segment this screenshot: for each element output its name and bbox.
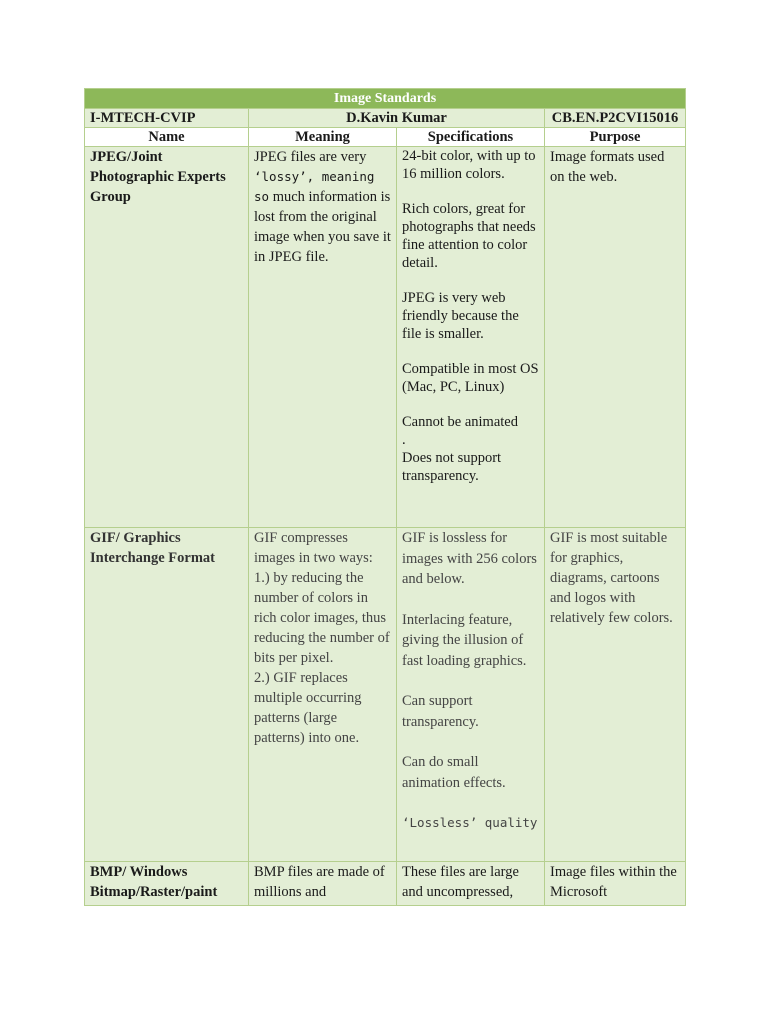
header-specifications: Specifications bbox=[397, 128, 545, 147]
jpeg-meaning-text-c: much information is lost from the original image when you save it in JPEG file. bbox=[254, 189, 391, 265]
header-purpose: Purpose bbox=[545, 128, 686, 147]
gif-spec-2: Interlacing feature, giving the illusion of fast loading graphics. bbox=[402, 611, 527, 669]
jpeg-spec-1: 24-bit color, with up to 16 million colors. bbox=[402, 148, 536, 182]
table-row-jpeg bbox=[85, 147, 686, 528]
jpeg-meaning-text-b: ‘lossy’, meaning so bbox=[254, 169, 375, 204]
course-code: I-MTECH-CVIP bbox=[85, 109, 249, 128]
roll-number: CB.EN.P2CVI15016 bbox=[545, 109, 686, 128]
table-row-gif bbox=[85, 528, 686, 862]
bmp-name: BMP/ Windows Bitmap/Raster/paint bbox=[85, 862, 249, 906]
gif-spec-1: GIF is lossless for images with 256 colors and below. bbox=[402, 530, 537, 587]
jpeg-specifications bbox=[397, 147, 545, 528]
jpeg-meaning-text-a: JPEG files are very bbox=[254, 149, 367, 165]
bmp-purpose: Image files within the Microsoft bbox=[545, 862, 686, 906]
jpeg-spec-7: Does not support transparency. bbox=[402, 450, 502, 484]
gif-meaning-text-1: GIF compresses images in two ways: 1.) by reducing the number of colors in rich color images, thus reducing the number of bits per pixel. bbox=[254, 530, 390, 666]
jpeg-meaning bbox=[249, 147, 397, 528]
bmp-meaning: BMP files are made of millions and bbox=[249, 862, 397, 906]
jpeg-purpose: Image formats used on the web. bbox=[545, 147, 686, 528]
header-meaning: Meaning bbox=[249, 128, 397, 147]
table-title: Image Standards bbox=[85, 89, 686, 109]
jpeg-spec-6: . bbox=[402, 432, 406, 448]
gif-spec-5: ‘Lossless’ quality bbox=[402, 815, 538, 830]
meta-row bbox=[85, 109, 686, 128]
gif-name: GIF/ Graphics Interchange Format bbox=[85, 528, 249, 862]
jpeg-spec-4: Compatible in most OS (Mac, PC, Linux) bbox=[402, 361, 539, 395]
table-row-bmp bbox=[85, 862, 686, 906]
gif-meaning-text-2: 2.) GIF replaces multiple occurring patterns (large patterns) into one. bbox=[254, 670, 362, 746]
table-title-row bbox=[85, 89, 686, 109]
gif-specifications bbox=[397, 528, 545, 862]
bmp-specifications: These files are large and uncompressed, bbox=[397, 862, 545, 906]
image-standards-table bbox=[84, 88, 686, 906]
jpeg-spec-3: JPEG is very web friendly because the file is smaller. bbox=[402, 290, 519, 342]
image-standards-document bbox=[84, 88, 685, 906]
gif-purpose: GIF is most suitable for graphics, diagrams, cartoons and logos with relatively few colors. bbox=[545, 528, 686, 862]
jpeg-name: JPEG/Joint Photographic Experts Group bbox=[85, 147, 249, 528]
gif-spec-3: Can support transparency. bbox=[402, 693, 479, 730]
header-name: Name bbox=[85, 128, 249, 147]
jpeg-spec-5: Cannot be animated bbox=[402, 414, 518, 430]
jpeg-spec-2: Rich colors, great for photographs that needs fine attention to color detail. bbox=[402, 201, 536, 271]
gif-meaning bbox=[249, 528, 397, 862]
author-name: D.Kavin Kumar bbox=[249, 109, 545, 128]
column-header-row bbox=[85, 128, 686, 147]
gif-spec-4: Can do small animation effects. bbox=[402, 754, 506, 791]
